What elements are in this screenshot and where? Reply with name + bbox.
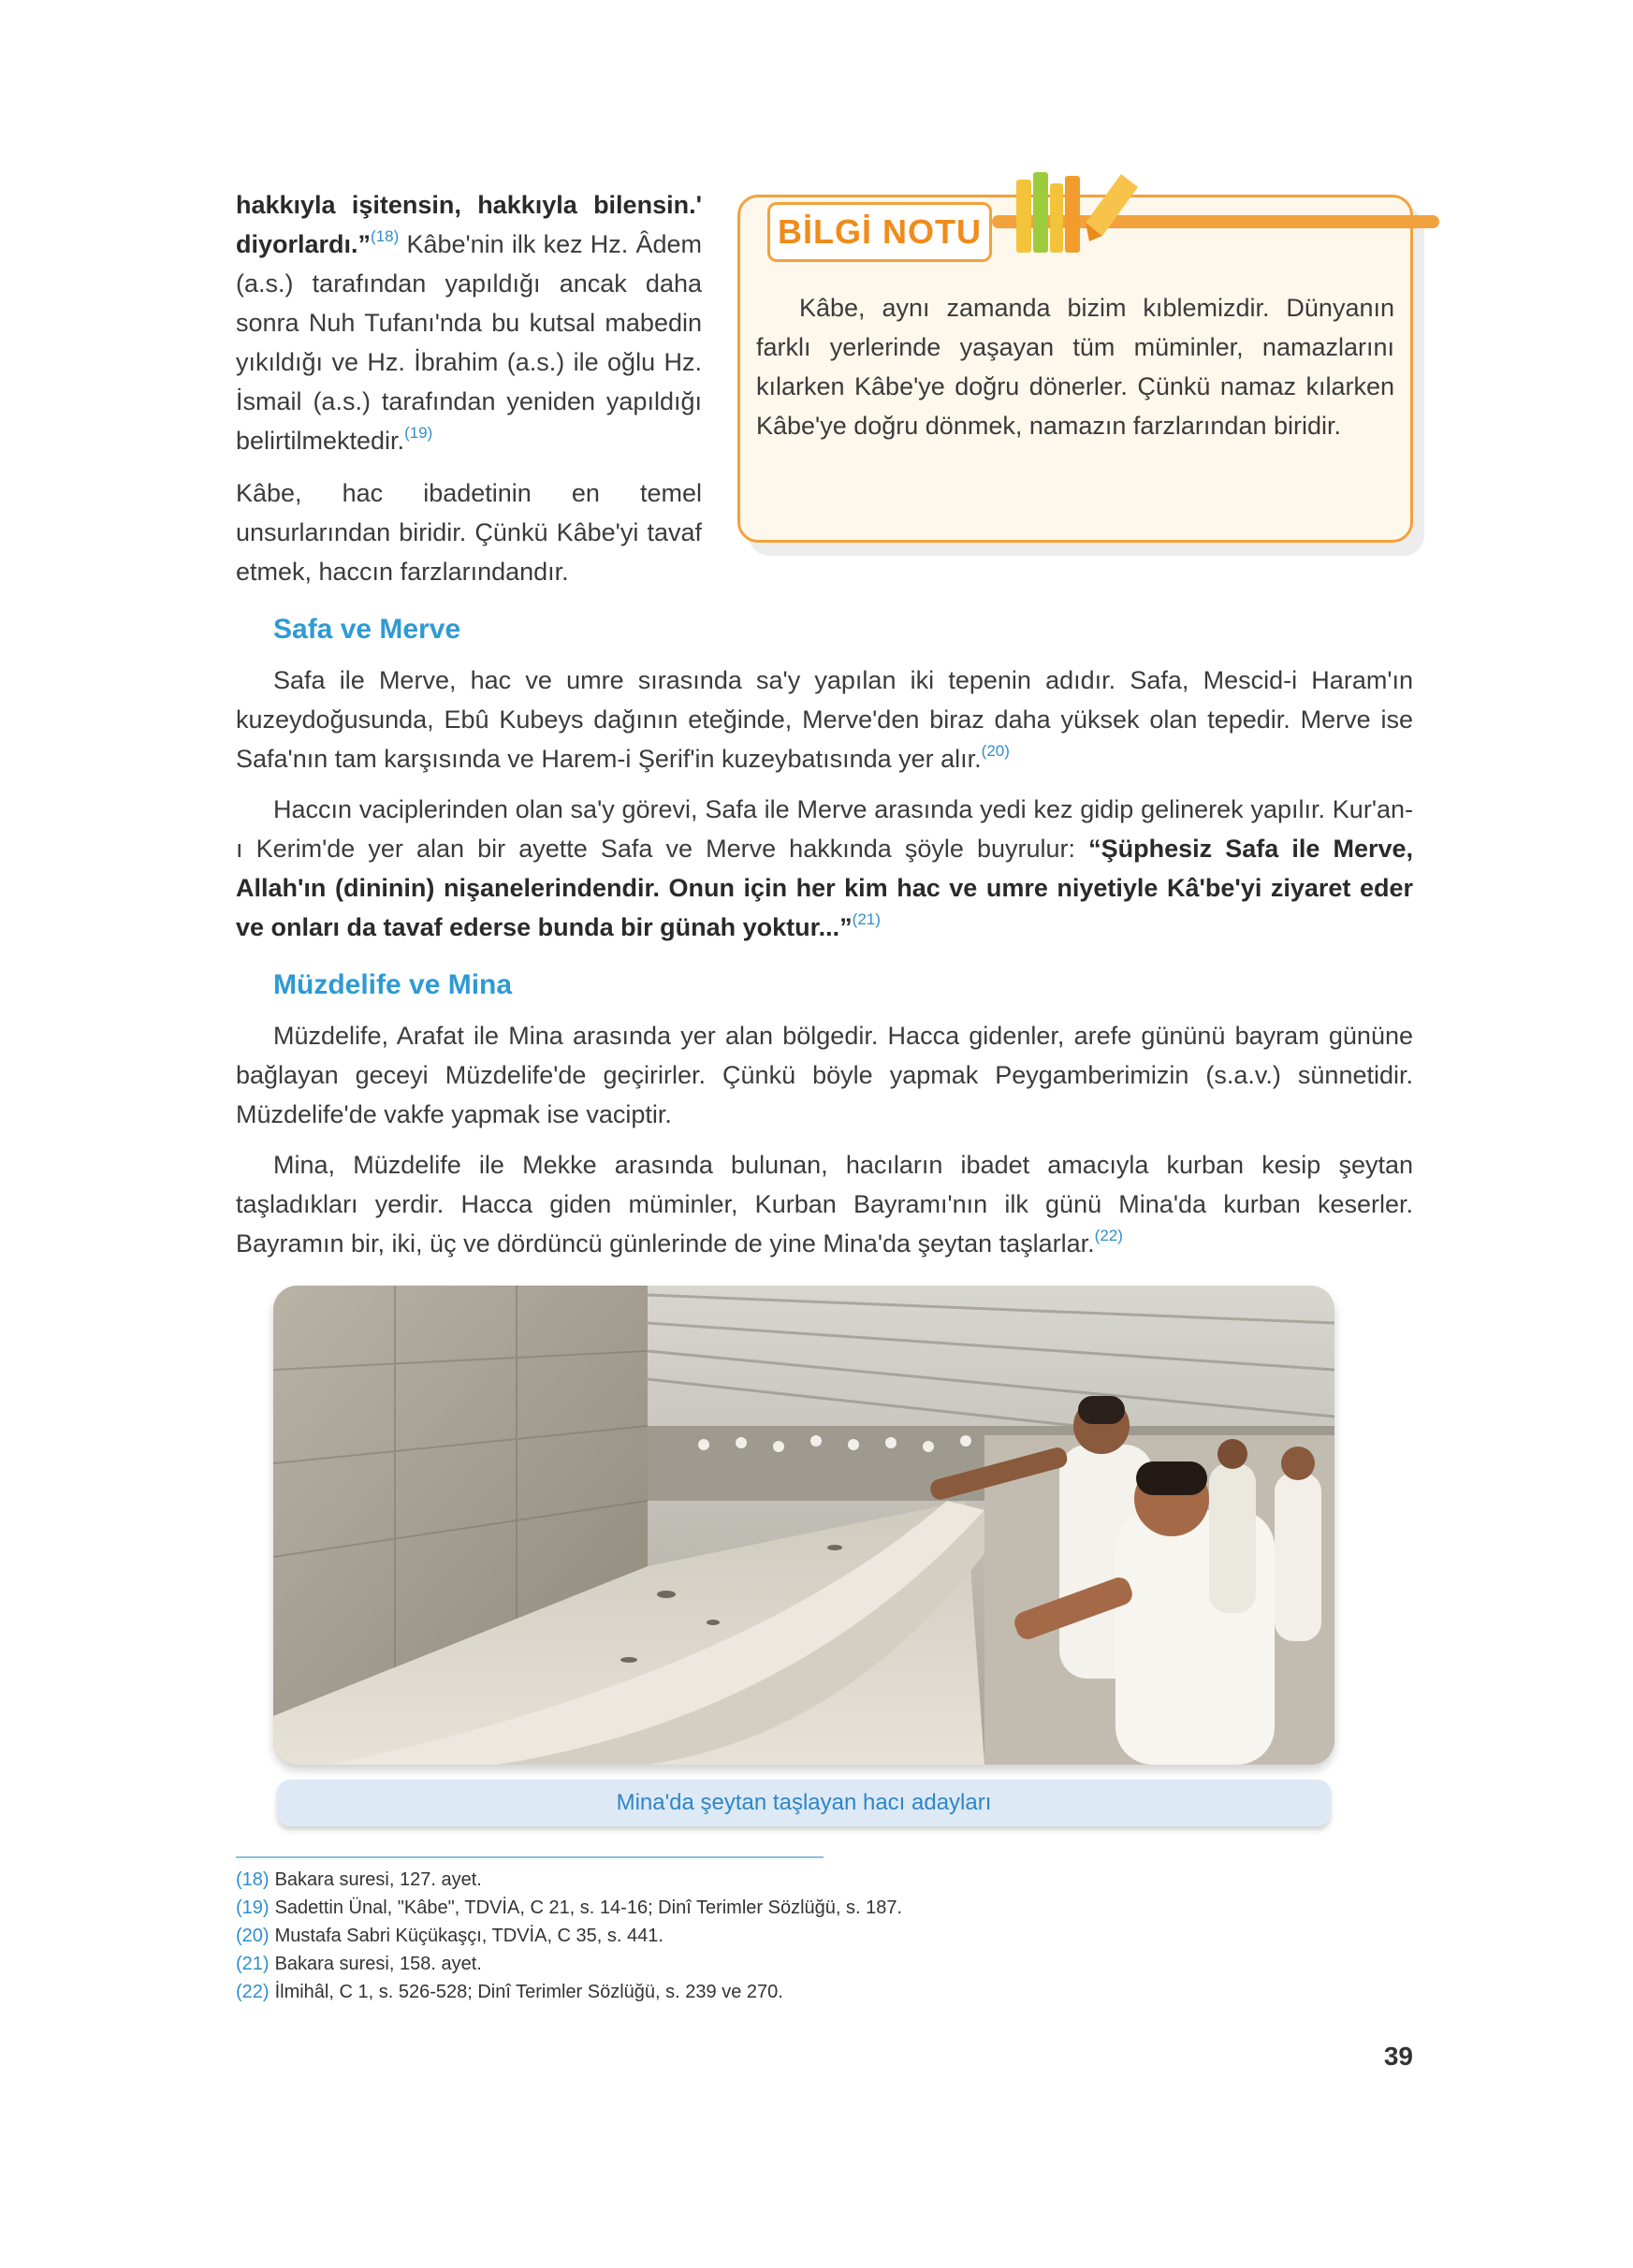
kabe-tavaf-text: Kâbe, hac ibadetinin en temel unsurlarından biridir. Çünkü Kâbe'yi tavaf etmek, haccın farzlarındandır. [236,479,702,586]
footnote-number: (19) [236,1897,270,1918]
muzdelife-text-1: Müzdelife, Arafat ile Mina arasında yer alan bölgedir. Hacca gidenler, arefe gününü bayram gününe bağlayan geceyi Müzdelife'de geçirirler. Çünkü böyle yapmak Peygamberimizin (s.a.v.) sünnetidir. Müzdelife'de vakfe yapmak ise vaciptir. [236,1022,1413,1128]
left-paragraph-1 [236,185,702,460]
safa-text-1: Safa ile Merve, hac ve umre sırasında sa'y yapılan iki tepenin adıdır. Safa, Mescid-i Haram'ın kuzeydoğusunda, Ebû Kubeys dağının eteğinde, Merve'den biraz daha yüksek olan tepedir. Merve ise Safa'nın tam karşısında ve Harem-i Şerif'in kuzeybatısında yer alır. [236,666,1413,773]
footnote-number: (22) [236,1982,270,2002]
safa-paragraph-2 [236,790,1413,947]
footnote-text: Mustafa Sabri Küçükaşçı, TDVİA, C 35, s. 441. [274,1926,663,1946]
muzdelife-paragraph-2 [236,1145,1413,1263]
footnote-19 [236,1894,1265,1922]
footnote-ref-22[interactable]: (22) [1094,1227,1123,1244]
section-heading-muzdelife-mina: Müzdelife ve Mina [273,969,513,1000]
section-heading-safa-merve: Safa ve Merve [273,614,461,645]
footnote-ref-19[interactable]: (19) [404,424,433,442]
books-icon [1011,167,1142,256]
muzdelife-paragraph-1 [236,1016,1413,1134]
footnote-22 [236,1978,1265,2006]
photo-caption: Mina'da şeytan taşlayan hacı adayları [277,1780,1331,1826]
footnotes [236,1866,1265,2006]
footnote-ref-21[interactable]: (21) [852,910,881,928]
page-number: 39 [1383,2042,1413,2071]
footnote-text: Sadettin Ünal, "Kâbe", TDVİA, C 21, s. 14-16; Dinî Terimler Sözlüğü, s. 187. [274,1897,903,1918]
footnote-number: (21) [236,1954,270,1974]
pilgrims-stoning-illustration [273,1286,1334,1765]
muzdelife-text-2: Mina, Müzdelife ile Mekke arasında bulunan, hacıların ibadet amacıyla kurban kesip şeytan taşladıkları yerdir. Hacca giden müminler, Kurban Bayramı'nın ilk günü Mina'da kurban keserler. Bayramın bir, iki, üç ve dördüncü günlerinde de yine Mina'da şeytan taşlarlar. [236,1151,1413,1258]
info-note-title: BİLGİ NOTU [767,202,992,262]
footnote-18 [236,1866,1265,1894]
safa-paragraph-1 [236,661,1413,778]
quote-ending: hakkıyla işitensin, hakkıyla bilensin.' diyorlardı.” [236,191,702,258]
footnote-text: İlmihâl, C 1, s. 526-528; Dinî Terimler Sözlüğü, s. 239 ve 270. [274,1982,783,2002]
footnote-20 [236,1922,1265,1950]
ayet-quote: “Şüphesiz Safa ile Merve, Allah'ın (dininin) nişanelerindendir. Onun için her kim hac ve umre niyetiyle Kâ'be'yi ziyaret eder ve onları da tavaf ederse bunda bir günah yoktur...” [236,835,1413,941]
footnote-21 [236,1950,1265,1978]
footnote-number: (20) [236,1926,270,1946]
info-note-text: Kâbe, aynı zamanda bizim kıblemizdir. Dünyanın farklı yerlerinde yaşayan tüm müminler, namazlarını kılarken Kâbe'ye doğru dönerler. Çünkü namaz kılarken Kâbe'ye doğru dönmek, namazın farzlarından biridir. [756,294,1394,440]
footnote-divider [236,1856,824,1858]
footnote-ref-18[interactable]: (18) [371,227,400,245]
kabe-history-text: Kâbe'nin ilk kez Hz. Âdem (a.s.) tarafından yapıldığı ancak daha sonra Nuh Tufanı'nda bu kutsal mabedin yıkıldığı ve Hz. İbrahim (a.s.) ile oğlu Hz. İsmail (a.s.) tarafından yeniden yapıldığı belirtilmektedir. [236,230,702,455]
muzdelife-mina-body [236,1016,1413,1274]
safa-text-2: Haccın vaciplerinden olan sa'y görevi, Safa ile Merve arasında yedi kez gidip gelinerek yapılır. Kur'an-ı Kerim'de yer alan bir ayette Safa ve Merve hakkında şöyle buyrulur: [236,795,1413,863]
footnote-number: (18) [236,1869,270,1890]
left-column [236,185,702,604]
mina-photo [273,1286,1334,1765]
footnote-ref-20[interactable]: (20) [981,742,1010,760]
footnote-text: Bakara suresi, 127. ayet. [274,1869,482,1890]
safa-merve-body [236,661,1413,958]
left-paragraph-2 [236,473,702,591]
footnote-text: Bakara suresi, 158. ayet. [274,1954,482,1974]
